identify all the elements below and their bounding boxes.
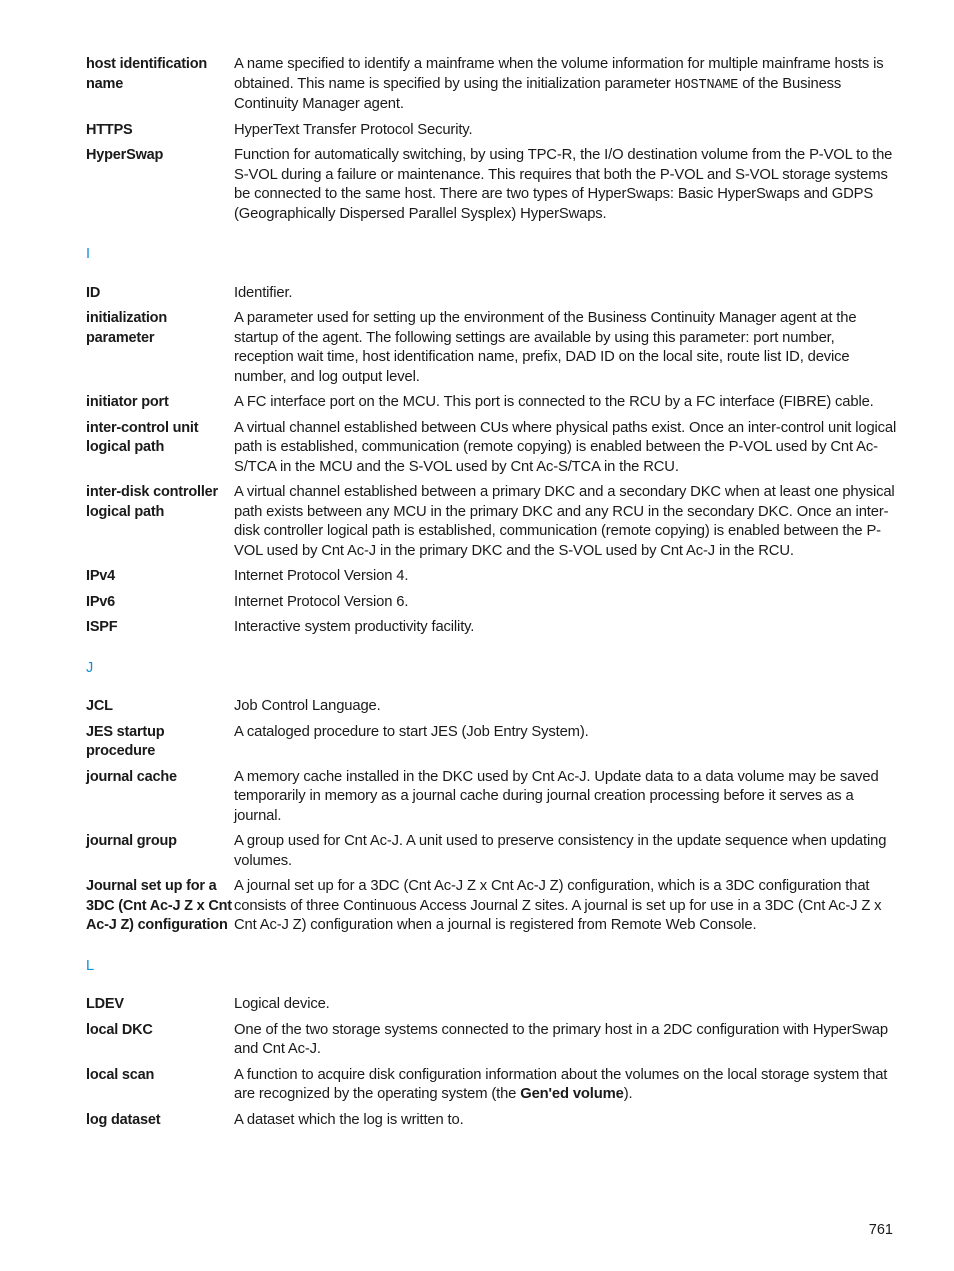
glossary-definition: One of the two storage systems connected to the primary host in a 2DC configuration with HyperSwap and Cnt Ac-J.	[234, 1021, 888, 1057]
glossary-term: LDEV	[86, 996, 124, 1012]
glossary-term: ID	[86, 284, 101, 301]
glossary-term: inter-control unit logical path	[86, 419, 199, 455]
section-letter-heading: J	[86, 659, 94, 676]
glossary-entry	[86, 1021, 898, 1060]
glossary-term: journal cache	[86, 768, 177, 785]
glossary-definition: A group used for Cnt Ac-J. A unit used to preserve consistency in the update sequence when updating volumes.	[234, 833, 887, 869]
glossary-term: host identification name	[86, 56, 208, 92]
glossary-term: local scan	[86, 1066, 155, 1083]
glossary-term: initiator port	[86, 394, 169, 410]
definition-text: A name specified to identify a mainframe when the volume information for multiple mainframe hosts is obtained. This name is specified by using the initialization parameter	[234, 56, 884, 92]
glossary-entry	[86, 393, 898, 413]
glossary-definition: Job Control Language.	[234, 698, 381, 714]
glossary-entry	[86, 832, 898, 871]
glossary-definition: Internet Protocol Version 4.	[234, 568, 409, 584]
parameter-code: HOSTNAME	[674, 77, 739, 93]
definition-text: A function to acquire disk configuration information about the volumes on the local storage system that are recognized by the operating system (the	[234, 1066, 888, 1102]
glossary-entry	[86, 121, 898, 141]
glossary-entry	[86, 1066, 898, 1105]
glossary-term: inter-disk controller logical path	[86, 484, 218, 520]
glossary-definition: A virtual channel established between a primary DKC and a secondary DKC when at least one physical path exists between any MCU in the primary DKC and any RCU in the secondary DKC. Once an inter-disk controller logical path is established, communication (remote copying) is enabled between the P-VOL used by Cnt Ac-J in the primary DKC and the S-VOL used by Cnt Ac-J in the RCU.	[234, 484, 895, 559]
glossary-definition: A dataset which the log is written to.	[234, 1111, 464, 1128]
glossary-group-continued	[86, 55, 898, 224]
glossary-term: HTTPS	[86, 121, 133, 138]
glossary-content	[86, 55, 898, 1136]
definition-text: ).	[623, 1086, 633, 1102]
glossary-definition: HyperText Transfer Protocol Security.	[234, 121, 473, 138]
glossary-entry	[86, 1111, 898, 1131]
glossary-entry	[86, 593, 898, 613]
glossary-entry	[86, 309, 898, 387]
glossary-definition: A cataloged procedure to start JES (Job Entry System).	[234, 723, 589, 740]
glossary-term: HyperSwap	[86, 147, 164, 163]
glossary-definition	[234, 55, 898, 115]
glossary-definition: Identifier.	[234, 284, 293, 301]
glossary-entry	[86, 618, 898, 638]
glossary-term: JES startup procedure	[86, 723, 165, 759]
glossary-term: journal group	[86, 833, 177, 849]
glossary-entry	[86, 768, 898, 827]
glossary-term: IPv4	[86, 568, 116, 584]
glossary-definition: A journal set up for a 3DC (Cnt Ac-J Z x Cnt Ac-J Z) configuration, which is a 3DC configuration that consists of three Continuous Access Journal Z sites. A journal is set up for use in a 3DC (Cnt Ac-J Z x Cnt Ac-J Z) configuration when a journal is registered from Remote Web Console.	[234, 878, 882, 933]
page-number: 761	[868, 1222, 893, 1238]
glossary-definition: Internet Protocol Version 6.	[234, 593, 409, 610]
glossary-group-l	[86, 957, 898, 1131]
glossary-definition: A parameter used for setting up the environment of the Business Continuity Manager agent at the startup of the agent. The following settings are available by using this parameter: port number, reception wait time, host identification name, prefix, DAD ID on the local site, route list ID, device number, and log output level.	[234, 310, 857, 385]
glossary-entry	[86, 419, 898, 478]
glossary-term: local DKC	[86, 1021, 153, 1038]
glossary-entry	[86, 483, 898, 561]
glossary-term: IPv6	[86, 593, 116, 610]
glossary-entry	[86, 284, 898, 304]
glossary-term: initialization parameter	[86, 310, 167, 346]
glossary-entry	[86, 877, 898, 936]
section-letter-heading: L	[86, 957, 95, 974]
glossary-entry	[86, 146, 898, 224]
emphasized-term: Gen'ed volume	[520, 1086, 624, 1102]
glossary-entry	[86, 723, 898, 762]
glossary-group-i	[86, 245, 898, 638]
glossary-term: ISPF	[86, 619, 118, 635]
glossary-entry	[86, 55, 898, 115]
glossary-term: log dataset	[86, 1111, 161, 1128]
glossary-definition: A virtual channel established between CUs where physical paths exist. Once an inter-control unit logical path is established, communication (remote copying) is enabled between the P-VOL used by Cnt Ac-S/TCA in the MCU and the S-VOL used by Cnt Ac-S/TCA in the RCU.	[234, 419, 897, 475]
glossary-group-j	[86, 659, 898, 936]
glossary-definition: Interactive system productivity facility.	[234, 619, 475, 635]
glossary-definition: Function for automatically switching, by using TPC-R, the I/O destination volume from the P-VOL to the S-VOL during a failure or maintenance. This requires that both the P-VOL and S-VOL storage systems be connected to the same host. There are two types of HyperSwaps: Basic HyperSwaps and GDPS (Geographically Dispersed Parallel Sysplex) HyperSwaps.	[234, 147, 893, 222]
glossary-term: Journal set up for a 3DC (Cnt Ac-J Z x Cnt Ac-J Z) configuration	[86, 878, 232, 933]
glossary-definition: Logical device.	[234, 996, 330, 1012]
glossary-definition: A memory cache installed in the DKC used by Cnt Ac-J. Update data to a data volume may be saved temporarily in memory as a journal cache during journal creation processing before it serves as a journal.	[234, 768, 879, 824]
glossary-entry	[86, 567, 898, 587]
section-letter-heading: I	[86, 246, 91, 262]
glossary-definition: A FC interface port on the MCU. This port is connected to the RCU by a FC interface (FIBRE) cable.	[234, 394, 874, 410]
glossary-term: JCL	[86, 698, 113, 714]
glossary-definition	[234, 1066, 898, 1105]
definition-text: of the Business Continuity Manager agent.	[234, 75, 842, 112]
glossary-entry	[86, 697, 898, 717]
glossary-entry	[86, 995, 898, 1015]
